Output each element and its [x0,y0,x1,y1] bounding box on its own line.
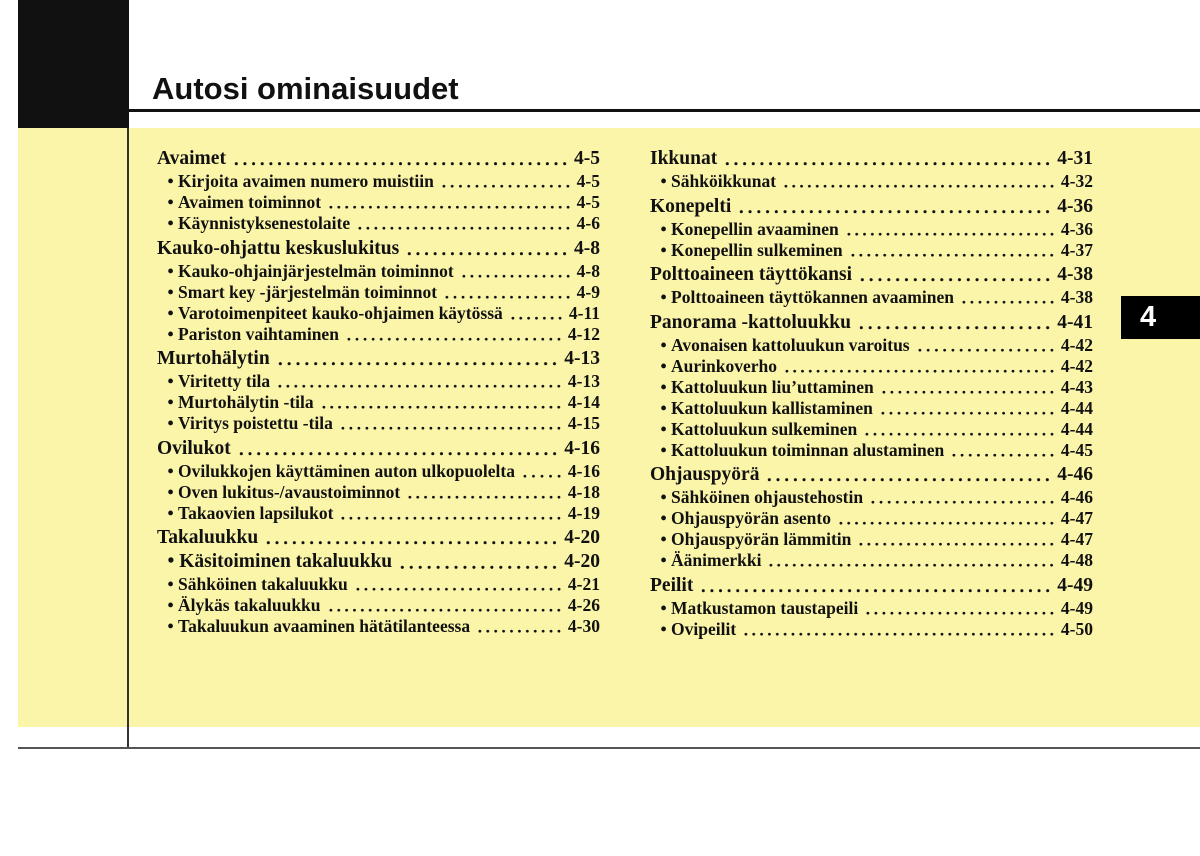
toc-entry [650,550,1093,571]
toc-entry [650,619,1093,640]
toc-entry [650,598,1093,619]
toc-entry [157,392,600,413]
dot-leader [460,261,572,282]
page-title: Autosi ominaisuudet [152,71,459,106]
dot-leader [345,324,563,345]
toc-page-number: 4-49 [1060,597,1093,618]
dot-leader [765,462,1052,487]
toc-entry-label: • Matkustamon taustapeili [661,598,859,619]
dot-leader [443,282,572,303]
toc-entry-label: • Konepellin avaaminen [661,219,839,240]
toc-entry-label: • Aurinkoverho [661,356,778,377]
dot-leader [767,550,1055,571]
dot-leader [742,619,1056,640]
dot-leader [880,377,1056,398]
dot-leader [783,356,1056,377]
dot-leader [879,398,1056,419]
toc-entry [650,287,1093,308]
toc-page-number: 4-20 [564,551,600,572]
toc-page-number: 4-45 [1060,439,1093,460]
toc-page-number: 4-11 [568,302,600,323]
toc-page-number: 4-49 [1057,574,1093,596]
toc-entry-label: • Ovilukkojen käyttäminen auton ulkopuolelta [168,461,515,482]
toc-entry-label: • Ovipeilit [661,619,737,640]
toc-entry [157,171,600,192]
toc-entry [157,324,600,345]
dot-leader [869,487,1056,508]
dot-leader [863,419,1056,440]
toc-page-number: 4-15 [567,413,600,433]
dot-leader [723,146,1052,171]
toc-page-number: 4-42 [1060,334,1093,355]
toc-entry [157,574,600,595]
toc-entry [157,282,600,303]
dot-leader [960,287,1056,308]
toc-entry-label: • Kattoluukun kallistaminen [661,398,873,419]
toc-page-number: 4-5 [574,148,600,169]
toc-page-number: 4-16 [564,437,600,459]
dot-leader [737,194,1052,219]
toc-entry [650,508,1093,529]
toc-entry-label: • Käsitoiminen takaluukku [168,550,393,574]
chapter-number: 4 [1140,301,1157,333]
margin-rule [127,128,129,748]
toc-section-heading [650,194,1093,219]
toc-entry [650,487,1093,508]
dot-leader [521,461,563,482]
toc-page-number: 4-37 [1060,239,1093,260]
toc-section-heading [157,146,600,171]
toc-page-number: 4-44 [1060,397,1093,418]
dot-leader [406,482,563,503]
toc-page-number: 4-46 [1060,487,1093,507]
toc-entry-label: • Avonaisen kattoluukun varoitus [661,335,910,356]
toc-entry [650,398,1093,419]
toc-entry [650,171,1093,192]
dot-leader [232,146,569,171]
toc-page-number: 4-46 [1057,464,1093,485]
toc-entry-label: • Takaluukun avaaminen hätätilanteessa [168,616,471,637]
toc-entry-label: • Pariston vaihtaminen [168,324,339,345]
toc-section-title: Murtohälytin [157,348,270,369]
toc-entry-label: • Sähköikkunat [661,171,777,192]
toc-entry [157,595,600,616]
dot-leader [857,529,1056,550]
dot-leader [264,525,559,550]
toc-page-number: 4-9 [576,281,600,302]
toc-page-number: 4-5 [576,192,600,212]
dot-leader [339,503,562,524]
toc-section-heading [650,310,1093,335]
toc-page-number: 4-5 [576,171,600,191]
toc-page-number: 4-8 [576,260,600,281]
toc-entry-label: • Käynnistyksenestolaite [168,213,351,234]
dot-leader [864,598,1056,619]
toc-page-number: 4-41 [1057,311,1093,333]
toc-page-number: 4-36 [1057,195,1093,217]
toc-page-number: 4-26 [567,595,600,615]
toc-entry-label: • Sähköinen ohjaustehostin [661,487,864,508]
title-rule [129,109,1200,112]
toc-entry [157,261,600,282]
dot-leader [276,346,560,371]
toc-entry-label: • Kattoluukun liu’uttaminen [661,377,874,398]
toc-page-number: 4-47 [1060,508,1093,528]
toc-section-title: Ovilukot [157,437,231,459]
toc-entry-label: • Viritys poistettu -tila [168,413,333,434]
toc-page-number: 4-6 [576,213,600,233]
toc-page-number: 4-47 [1060,529,1093,549]
toc-entry-label: • Ohjauspyörän asento [661,508,831,529]
toc-entry [650,219,1093,240]
toc-section-title: Konepelti [650,195,732,217]
toc-page-number: 4-43 [1060,376,1093,397]
dot-leader [916,335,1056,356]
toc-entry-label: • Polttoaineen täyttökannen avaaminen [661,287,954,308]
dot-leader [276,371,563,392]
dot-leader [327,595,563,616]
toc-section-heading [157,236,600,261]
toc-section-heading [157,436,600,461]
toc-entry-label: • Kirjoita avaimen numero muistiin [168,171,434,192]
dot-leader [782,171,1056,192]
dot-leader [398,550,559,574]
toc-entry [650,440,1093,461]
toc-section-title: Peilit [650,574,694,596]
dot-leader [405,236,569,261]
toc-entry [650,240,1093,261]
toc-entry [157,616,600,637]
toc-entry-label: • Kauko-ohjainjärjestelmän toiminnot [168,261,454,282]
toc-page-number: 4-12 [567,323,600,344]
dot-leader [950,440,1056,461]
toc-page-number: 4-36 [1060,218,1093,239]
toc-section-title: Ohjauspyörä [650,464,760,485]
toc-page-number: 4-21 [567,574,600,594]
toc-entry [157,482,600,503]
toc-entry-label: • Kattoluukun toiminnan alustaminen [661,440,945,461]
toc-entry [650,377,1093,398]
toc-column-left [157,146,600,637]
toc-page-number: 4-38 [1057,264,1093,285]
toc-section-heading [650,573,1093,598]
dot-leader [837,508,1056,529]
toc-page-number: 4-20 [564,527,600,548]
dot-leader [354,574,563,595]
dot-leader [857,310,1052,335]
toc-page-number: 4-16 [567,460,600,481]
toc-entry [650,356,1093,377]
dot-leader [858,262,1052,287]
toc-section-title: Ikkunat [650,148,718,169]
toc-entry-label: • Älykäs takaluukku [168,595,321,616]
dot-leader [845,219,1056,240]
toc-page-number: 4-50 [1060,618,1093,639]
toc-entry [157,550,600,574]
toc-entry [157,413,600,434]
dot-leader [509,303,564,324]
dot-leader [320,392,563,413]
toc-entry [157,503,600,524]
toc-section-heading [650,462,1093,487]
toc-page-number: 4-14 [567,392,600,412]
toc-entry-label: • Äänimerkki [661,550,762,571]
toc-entry-label: • Smart key -järjestelmän toiminnot [168,282,438,303]
toc-entry-label: • Ohjauspyörän lämmitin [661,529,852,550]
chapter-tab [1121,296,1200,339]
toc-page-number: 4-38 [1060,287,1093,307]
toc-entry [157,303,600,324]
dot-leader [237,436,560,461]
toc-entry [650,335,1093,356]
dot-leader [699,573,1052,598]
toc-entry [650,419,1093,440]
toc-entry [157,192,600,213]
dot-leader [339,413,563,434]
toc-section-title: Kauko-ohjattu keskuslukitus [157,237,400,259]
toc-entry [650,529,1093,550]
dot-leader [440,171,572,192]
toc-entry-label: • Takaovien lapsilukot [168,503,334,524]
toc-page-number: 4-18 [567,481,600,502]
dot-leader [356,213,572,234]
corner-block [18,0,129,128]
toc-section-title: Panorama -kattoluukku [650,311,851,333]
toc-page-number: 4-32 [1060,171,1093,191]
toc-column-right [650,146,1093,640]
toc-entry [157,461,600,482]
dot-leader [327,192,572,213]
toc-page-number: 4-31 [1057,148,1093,169]
toc-page-number: 4-19 [567,502,600,523]
dot-leader [849,240,1056,261]
toc-entry-label: • Sähköinen takaluukku [168,574,348,595]
toc-entry [157,371,600,392]
toc-section-heading [650,146,1093,171]
toc-page-number: 4-30 [567,616,600,636]
toc-entry-label: • Avaimen toiminnot [168,192,322,213]
toc-entry-label: • Varotoimenpiteet kauko-ohjaimen käytössä [168,303,503,324]
toc-section-heading [157,525,600,550]
footer-rule [18,747,1200,749]
toc-page-number: 4-13 [564,348,600,369]
toc-entry [157,213,600,234]
toc-entry-label: • Konepellin sulkeminen [661,240,843,261]
toc-page-number: 4-48 [1060,550,1093,570]
toc-page-number: 4-8 [574,237,600,259]
toc-entry-label: • Murtohälytin -tila [168,392,314,413]
toc-section-title: Avaimet [157,148,226,169]
toc-entry-label: • Kattoluukun sulkeminen [661,419,858,440]
toc-section-title: Takaluukku [157,527,259,548]
toc-page-number: 4-44 [1060,418,1093,439]
toc-section-heading [157,346,600,371]
toc-entry-label: • Viritetty tila [168,371,271,392]
toc-entry-label: • Oven lukitus-/avaustoiminnot [168,482,401,503]
toc-page-number: 4-13 [567,371,600,391]
toc-section-title: Polttoaineen täyttökansi [650,264,853,285]
dot-leader [476,616,563,637]
toc-page-number: 4-42 [1060,355,1093,376]
toc-section-heading [650,262,1093,287]
